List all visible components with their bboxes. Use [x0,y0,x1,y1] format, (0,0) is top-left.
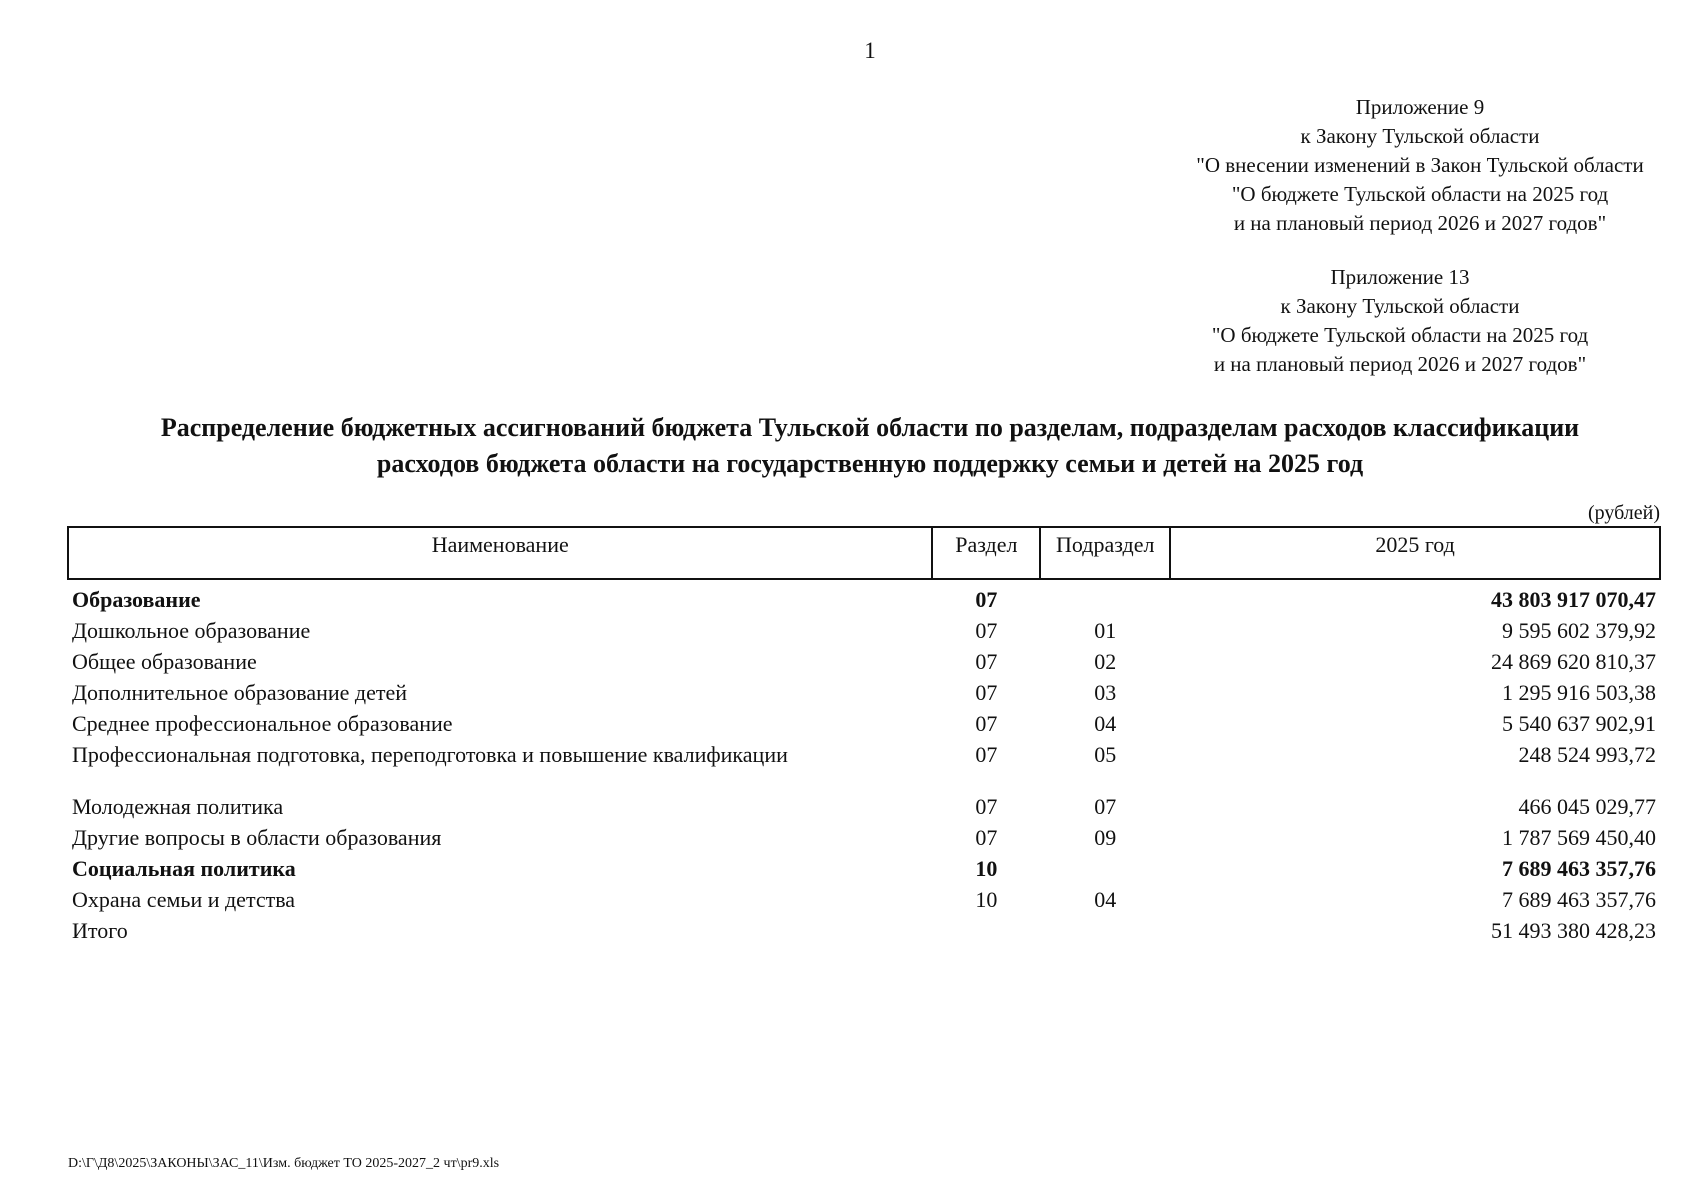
header-subsection: Подраздел [1040,527,1170,579]
units-label: (рублей) [1587,502,1660,524]
row-name: Итого [72,918,128,943]
table-row [68,646,1660,677]
row-subsection: 07 [1094,794,1117,819]
row-section: 07 [975,794,998,819]
document-title [60,410,1680,482]
header-name: Наименование [68,527,932,579]
appendix-current-line: Приложение 9 [1355,95,1485,119]
row-name: Образование [72,587,201,612]
appendix-original-line: и на плановый период 2026 и 2027 годов" [1213,352,1587,376]
row-amount: 1 295 916 503,38 [1502,680,1656,705]
row-subsection: 04 [1094,887,1117,912]
row-amount: 7 689 463 357,76 [1502,887,1656,912]
row-section: 07 [975,825,998,850]
row-name: Молодежная политика [72,794,284,819]
appendix-current-line: и на плановый период 2026 и 2027 годов" [1233,211,1607,235]
appendix-current-line: "О бюджете Тульской области на 2025 год [1231,182,1609,206]
table-row [68,579,1660,615]
document-title-line-2: расходов бюджета области на государственную поддержку семьи и детей на 2025 год [376,449,1364,478]
row-subsection: 03 [1094,680,1117,705]
budget-table-body [68,579,1660,946]
document-title-line-1: Распределение бюджетных ассигнований бюджета Тульской области по разделам, подразделам расходов классификации [160,413,1580,442]
table-row [68,884,1660,915]
row-subsection: 05 [1094,742,1117,767]
row-amount: 5 540 637 902,91 [1502,711,1656,736]
row-section: 07 [975,618,998,643]
row-amount: 24 869 620 810,37 [1491,649,1656,674]
row-section: 07 [975,680,998,705]
row-name: Дополнительное образование детей [72,680,408,705]
appendix-original-line: "О бюджете Тульской области на 2025 год [1211,323,1589,347]
row-section: 07 [975,742,998,767]
row-section [932,915,1040,946]
row-section: 07 [975,587,998,612]
row-subsection [1040,579,1170,615]
row-subsection: 09 [1094,825,1117,850]
page-number: 1 [864,38,876,63]
row-name: Социальная политика [72,856,296,881]
budget-table-header [68,527,1660,579]
row-name: Другие вопросы в области образования [72,825,442,850]
table-row [68,739,1660,791]
row-amount: 466 045 029,77 [1518,794,1656,819]
row-amount: 1 787 569 450,40 [1502,825,1656,850]
row-subsection: 04 [1094,711,1117,736]
row-amount: 43 803 917 070,47 [1491,587,1656,612]
row-section: 07 [975,649,998,674]
table-row [68,677,1660,708]
table-row [68,853,1660,884]
row-amount: 248 524 993,72 [1518,742,1656,767]
budget-table [67,526,1661,946]
row-section: 10 [975,887,998,912]
row-section: 10 [975,856,998,881]
table-row [68,791,1660,822]
header-amount: 2025 год [1170,527,1660,579]
appendix-current-line: "О внесении изменений в Закон Тульской области [1196,153,1644,177]
row-subsection: 02 [1094,649,1117,674]
appendix-original-line: к Закону Тульской области [1280,294,1520,318]
row-subsection [1040,853,1170,884]
row-name: Среднее профессиональное образование [72,711,453,736]
table-row [68,822,1660,853]
file-path-footer: D:\Г\Д8\2025\ЗАКОНЫ\ЗАС_11\Изм. бюджет ТО 2025-2027_2 чт\pr9.xls [68,1156,500,1171]
header-row [68,527,1660,579]
table-row-total [68,915,1660,946]
row-name: Дошкольное образование [72,618,311,643]
row-section: 07 [975,711,998,736]
table-row [68,615,1660,646]
header-section: Раздел [932,527,1040,579]
row-name: Общее образование [72,649,257,674]
row-name: Профессиональная подготовка, переподготовка и повышение квалификации [72,742,788,767]
row-subsection: 01 [1094,618,1117,643]
row-amount: 9 595 602 379,92 [1502,618,1656,643]
appendix-current [1160,93,1680,238]
row-subsection [1040,915,1170,946]
appendix-current-line: к Закону Тульской области [1300,124,1540,148]
row-name: Охрана семьи и детства [72,887,296,912]
appendix-original-line: Приложение 13 [1330,265,1470,289]
table-row [68,708,1660,739]
appendix-original [1140,263,1660,379]
row-amount: 51 493 380 428,23 [1491,918,1656,943]
row-amount: 7 689 463 357,76 [1502,856,1656,881]
